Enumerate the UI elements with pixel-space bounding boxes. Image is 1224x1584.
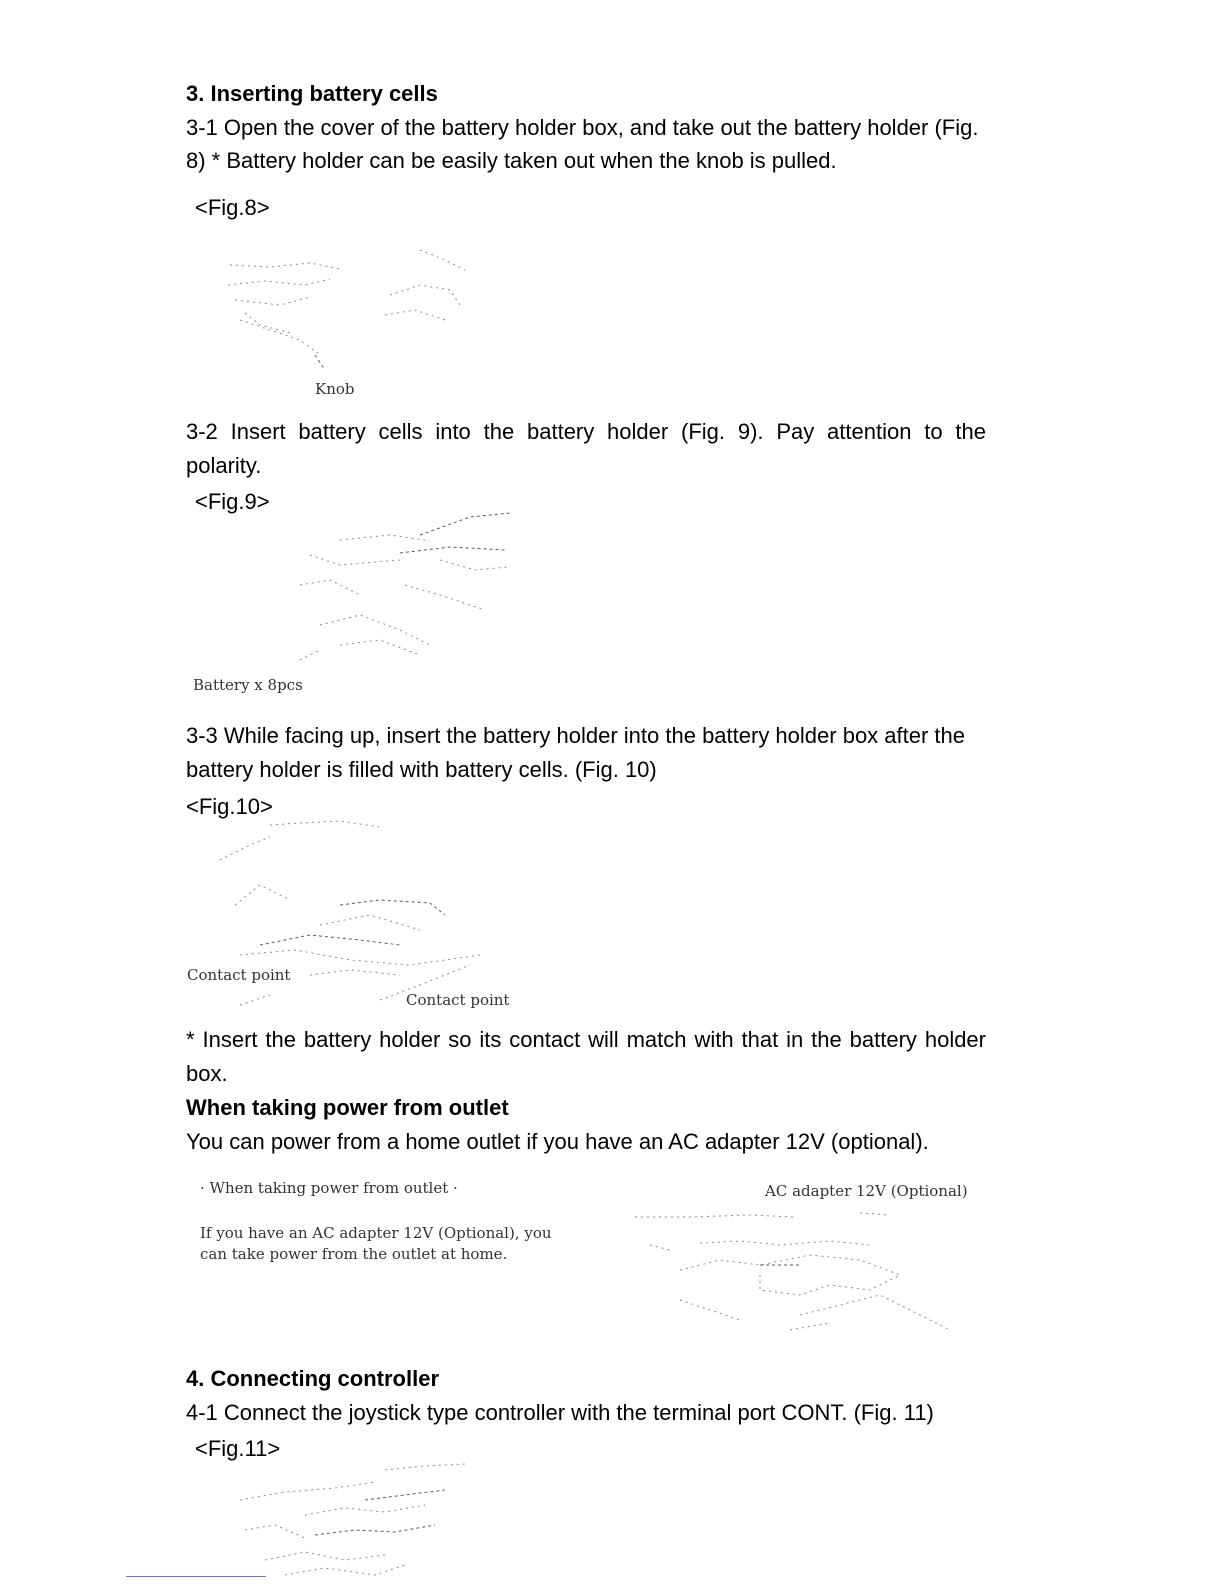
fig-10-label: <Fig.10> <box>186 794 273 819</box>
note-line-2: box. <box>186 1061 228 1086</box>
fig-10-holder-insertion-illustration <box>200 815 500 1015</box>
footnote-separator <box>126 1576 266 1577</box>
fig-9-battery-cells-illustration <box>280 505 520 675</box>
section-4-heading: 4. Connecting controller <box>186 1366 440 1391</box>
fig-11-controller-illustration <box>225 1460 485 1580</box>
section-3-heading: 3. Inserting battery cells <box>186 81 438 106</box>
fig-9-caption: Battery x 8pcs <box>193 676 303 694</box>
ac-adapter-label: AC adapter 12V (Optional) <box>765 1182 968 1200</box>
paragraph-3-1-line-1: 3-1 Open the cover of the battery holder box, and take out the battery holder (Fig. <box>186 115 979 140</box>
paragraph-3-2-line-2: polarity. <box>186 453 262 478</box>
outlet-inset-line-1: If you have an AC adapter 12V (Optional), you <box>200 1224 552 1242</box>
paragraph-3-3-line-1: 3-3 While facing up, insert the battery holder into the battery holder box after the <box>186 723 966 748</box>
fig-10-contact-point-right: Contact point <box>406 991 510 1009</box>
paragraph-3-1-line-2: 8) * Battery holder can be easily taken out when the knob is pulled. <box>186 148 837 173</box>
ac-adapter-illustration <box>630 1205 970 1345</box>
outlet-inset-line-2: can take power from the outlet at home. <box>200 1245 508 1263</box>
outlet-heading: When taking power from outlet <box>186 1095 509 1120</box>
fig-10-contact-point-left: Contact point <box>187 966 291 984</box>
paragraph-4-1: 4-1 Connect the joystick type controller with the terminal port CONT. (Fig. 11) <box>186 1400 934 1425</box>
outlet-text: You can power from a home outlet if you have an AC adapter 12V (optional). <box>186 1129 929 1154</box>
outlet-inset-title: · When taking power from outlet · <box>200 1179 458 1197</box>
fig-11-label: <Fig.11> <box>195 1436 281 1461</box>
paragraph-3-2-line-1: 3-2 Insert battery cells into the battery holder (Fig. 9). Pay attention to the <box>186 419 986 444</box>
paragraph-3-3-line-2: battery holder is filled with battery cells. (Fig. 10) <box>186 757 657 782</box>
fig-9-label: <Fig.9> <box>195 489 270 514</box>
fig-8-battery-holder-illustration <box>210 245 510 385</box>
fig-8-knob-label: Knob <box>315 380 355 398</box>
note-line-1: * Insert the battery holder so its contact will match with that in the battery holder <box>186 1027 986 1052</box>
fig-8-label: <Fig.8> <box>195 195 270 220</box>
